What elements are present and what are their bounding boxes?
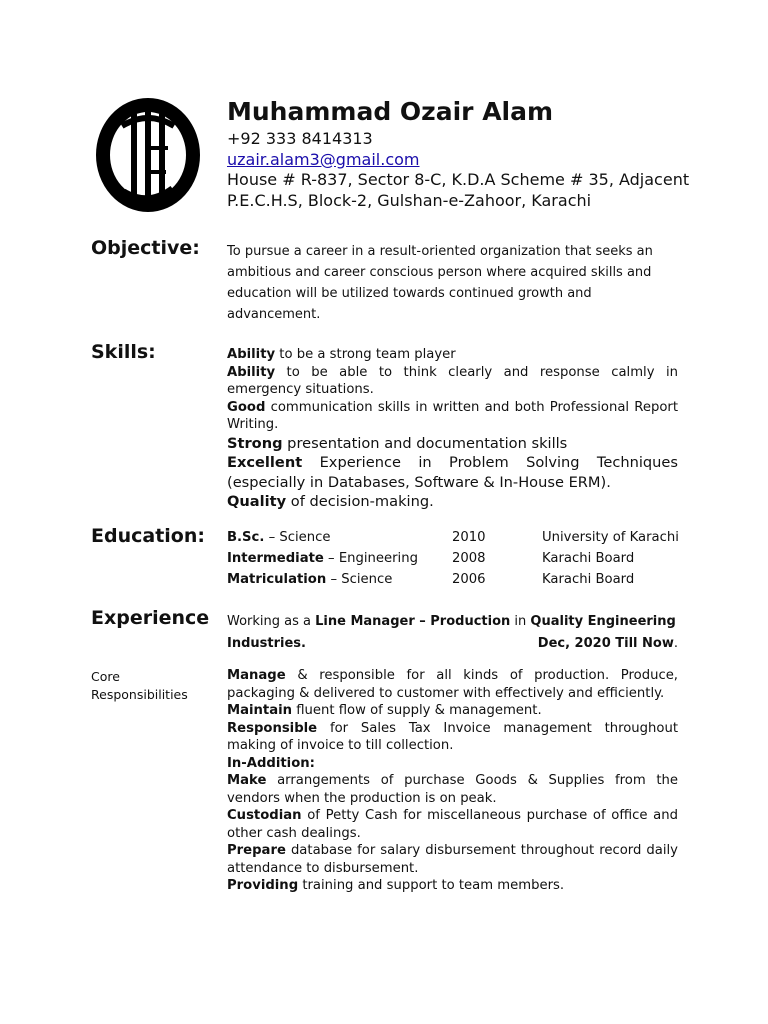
education-heading: Education:: [91, 525, 205, 547]
responsibility-item: Prepare database for salary disbursement throughout record daily attendance to disbursement.: [227, 843, 678, 876]
skills-heading: Skills:: [91, 341, 156, 363]
skill-item: Quality of decision-making.: [227, 493, 434, 510]
experience-heading: Experience: [91, 607, 210, 629]
email-link[interactable]: uzair.alam3@gmail.com: [227, 149, 420, 169]
responsibility-item: In-Addition:: [227, 755, 315, 771]
responsibilities-list: [227, 667, 678, 895]
responsibility-item: Maintain fluent flow of supply & management.: [227, 703, 542, 718]
skill-item: Ability to be a strong team player: [227, 347, 456, 362]
core-responsibilities-label: Core Responsibilities: [91, 669, 188, 702]
skill-item: Excellent Experience in Problem Solving Techniques (especially in Databases, Software & In-House ERM).: [227, 454, 678, 491]
candidate-name: Muhammad Ozair Alam: [227, 97, 554, 126]
skill-item: Strong presentation and documentation skills: [227, 434, 568, 452]
experience-text: Working as a Line Manager – Production in Quality Engineering Industries. Dec, 2020 Till Now.: [227, 614, 678, 651]
phone-number: +92 333 8414313: [227, 129, 373, 148]
contact-header: [227, 95, 697, 211]
monogram-logo-icon: [94, 96, 202, 214]
skill-item: Good communication skills in written and both Professional Report Writing.: [227, 399, 678, 432]
address-line-2: P.E.C.H.S, Block-2, Gulshan-e-Zahoor, Karachi: [227, 190, 592, 210]
address-line-1: House # R-837, Sector 8-C, K.D.A Scheme # 35, Adjacent: [227, 170, 690, 189]
skills-list: [227, 346, 678, 512]
responsibility-item: Responsible for Sales Tax Invoice management throughout making of invoice to till collection.: [227, 720, 678, 753]
responsibility-item: Make arrangements of purchase Goods & Supplies from the vendors when the production is on peak.: [227, 773, 678, 806]
skill-item: Ability to be able to think clearly and response calmly in emergency situations.: [227, 364, 678, 397]
responsibility-item: Providing training and support to team members.: [227, 878, 565, 893]
responsibility-item: Manage & responsible for all kinds of production. Produce, packaging & delivered to customer with effectively and efficiently.: [227, 668, 678, 701]
objective-text: To pursue a career in a result-oriented organization that seeks an ambitious and career conscious person where acquired skills and education will be utilized towards continued growth and advancement.: [227, 244, 653, 322]
responsibility-item: Custodian of Petty Cash for miscellaneous purchase of office and other cash dealings.: [227, 808, 678, 841]
objective-heading: Objective:: [91, 237, 200, 259]
